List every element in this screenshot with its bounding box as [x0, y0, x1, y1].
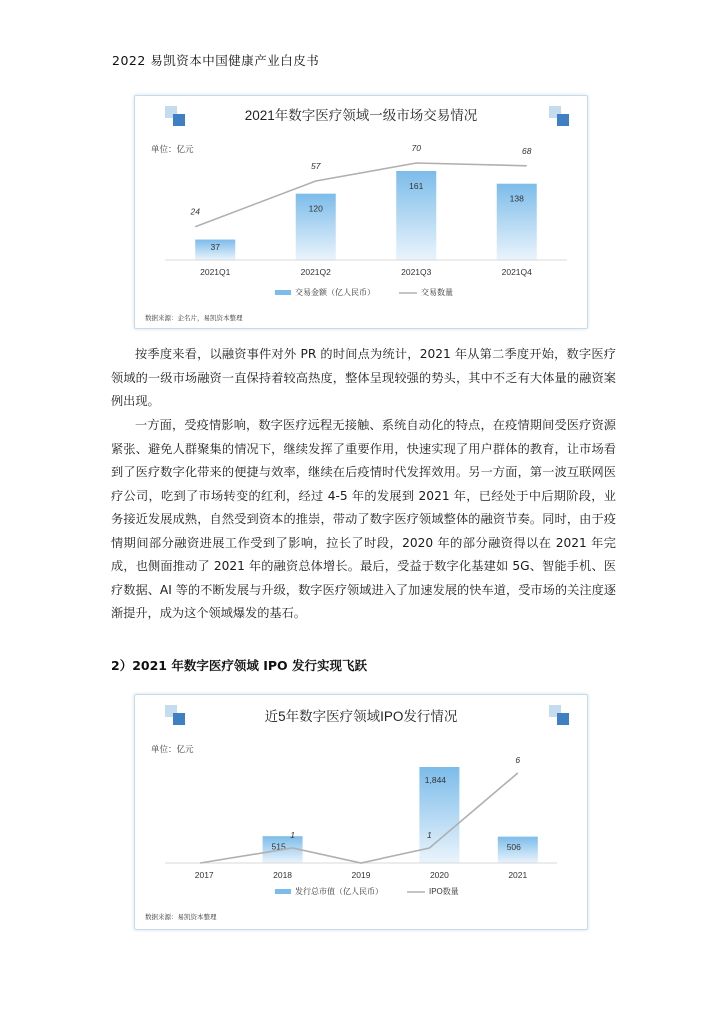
chart-primary-market [134, 95, 588, 329]
x-tick-2017: 2017 [194, 870, 214, 880]
x-tick-2018: 2018 [273, 870, 293, 880]
x-tick-2021Q3: 2021Q3 [401, 267, 432, 277]
x-tick-2021: 2021 [508, 870, 528, 880]
page-header: 2022 易凯资本中国健康产业白皮书 [112, 53, 320, 68]
legend-line-label: 交易数量 [421, 288, 453, 297]
legend-bar-swatch [275, 889, 291, 894]
x-tick-2021Q2: 2021Q2 [300, 267, 331, 277]
line-label-2018: 1 [290, 830, 295, 840]
decoration-squares-1-left [165, 106, 185, 126]
legend-line-label: IPO数量 [429, 887, 459, 896]
chart-title: 近5年数字医疗领域IPO发行情况 [264, 709, 458, 724]
line-label-2021Q3: 70 [411, 143, 421, 153]
bar-label-2021Q4: 138 [509, 193, 524, 204]
chart-title: 2021年数字医疗领域一级市场交易情况 [244, 108, 478, 123]
bar-label-2018: 515 [271, 841, 286, 852]
x-tick-2021Q4: 2021Q4 [501, 267, 532, 277]
bar-label-2020: 1,844 [424, 775, 447, 785]
data-source: 数据来源：易凯资本整理 [145, 914, 217, 921]
paragraph-quarterly: 按季度来看，以融资事件对外 PR 的时间点为统计，2021 年从第二季度开始，数字医疗领域的一级市场融资一直保持着较高热度，整体呈现较强的势头，其中不乏有大体量的融资案例出现。 [111, 347, 616, 408]
line-label-2021Q2: 57 [311, 161, 321, 172]
line-label-2021: 6 [515, 755, 521, 765]
line-label-2020: 1 [427, 830, 432, 840]
decoration-squares-2-left [165, 705, 185, 725]
bar-label-2021Q2: 120 [308, 203, 323, 214]
decoration-squares-2-right [549, 705, 569, 725]
line-series-交易数量 [195, 163, 527, 227]
chart-ipo [134, 694, 588, 930]
bar-label-2021Q3: 161 [409, 181, 424, 191]
decoration-squares-1-right [549, 106, 569, 126]
unit-label: 单位：亿元 [151, 144, 194, 154]
x-tick-2021Q1: 2021Q1 [200, 267, 231, 277]
legend-bar-label: 交易金额（亿人民币） [295, 288, 375, 297]
unit-label: 单位：亿元 [151, 744, 194, 754]
chart-primary-market-svg [135, 96, 587, 328]
line-label-2021Q4: 68 [522, 145, 532, 156]
legend-bar-swatch [275, 290, 291, 295]
chart-ipo-svg [135, 695, 587, 929]
line-series-IPO数量 [200, 773, 518, 863]
legend-bar-label: 发行总市值（亿人民币） [295, 887, 383, 896]
x-tick-2020: 2020 [429, 870, 449, 880]
line-label-2021Q1: 24 [190, 206, 200, 217]
bar-label-2021Q1: 37 [210, 241, 220, 252]
paragraph-analysis: 一方面，受疫情影响，数字医疗远程无接触、系统自动化的特点，在疫情期间受医疗资源紧张、避免人群聚集的情况下，继续发挥了重要作用，快速实现了用户群体的教育，让市场看到了医疗数字化带来的便捷与效率，继续在后疫情时代发挥效用。另一方面，第一波互联网医疗公司，吃到了市场转变的红利，经过 4-5 年的发展到 2021 年，已经处于中后期阶段，业务接近发展成熟，自然受到资本的推崇，带动了数字医疗领域整体的融资节奏。同时，由于疫情期间部分融资进展工作受到了影响，拉长了时段，2020 年的部分融资得以在 2021 年完成，也侧面推动了 2021 年的融资总体增长。最后，受益于数字化基建如 5G、智能手机、医疗数据、AI 等的不断发展与升级，数字医疗领域进入了加速发展的快车道，受市场的关注度逐渐提升，成为这个领域爆发的基石。 [111, 418, 616, 620]
bar-label-2021: 506 [506, 841, 521, 852]
data-source: 数据来源：企名片，易凯资本整理 [145, 315, 243, 322]
section-heading: 2）2021 年数字医疗领域 IPO 发行实现飞跃 [111, 658, 367, 673]
x-tick-2019: 2019 [351, 870, 371, 880]
